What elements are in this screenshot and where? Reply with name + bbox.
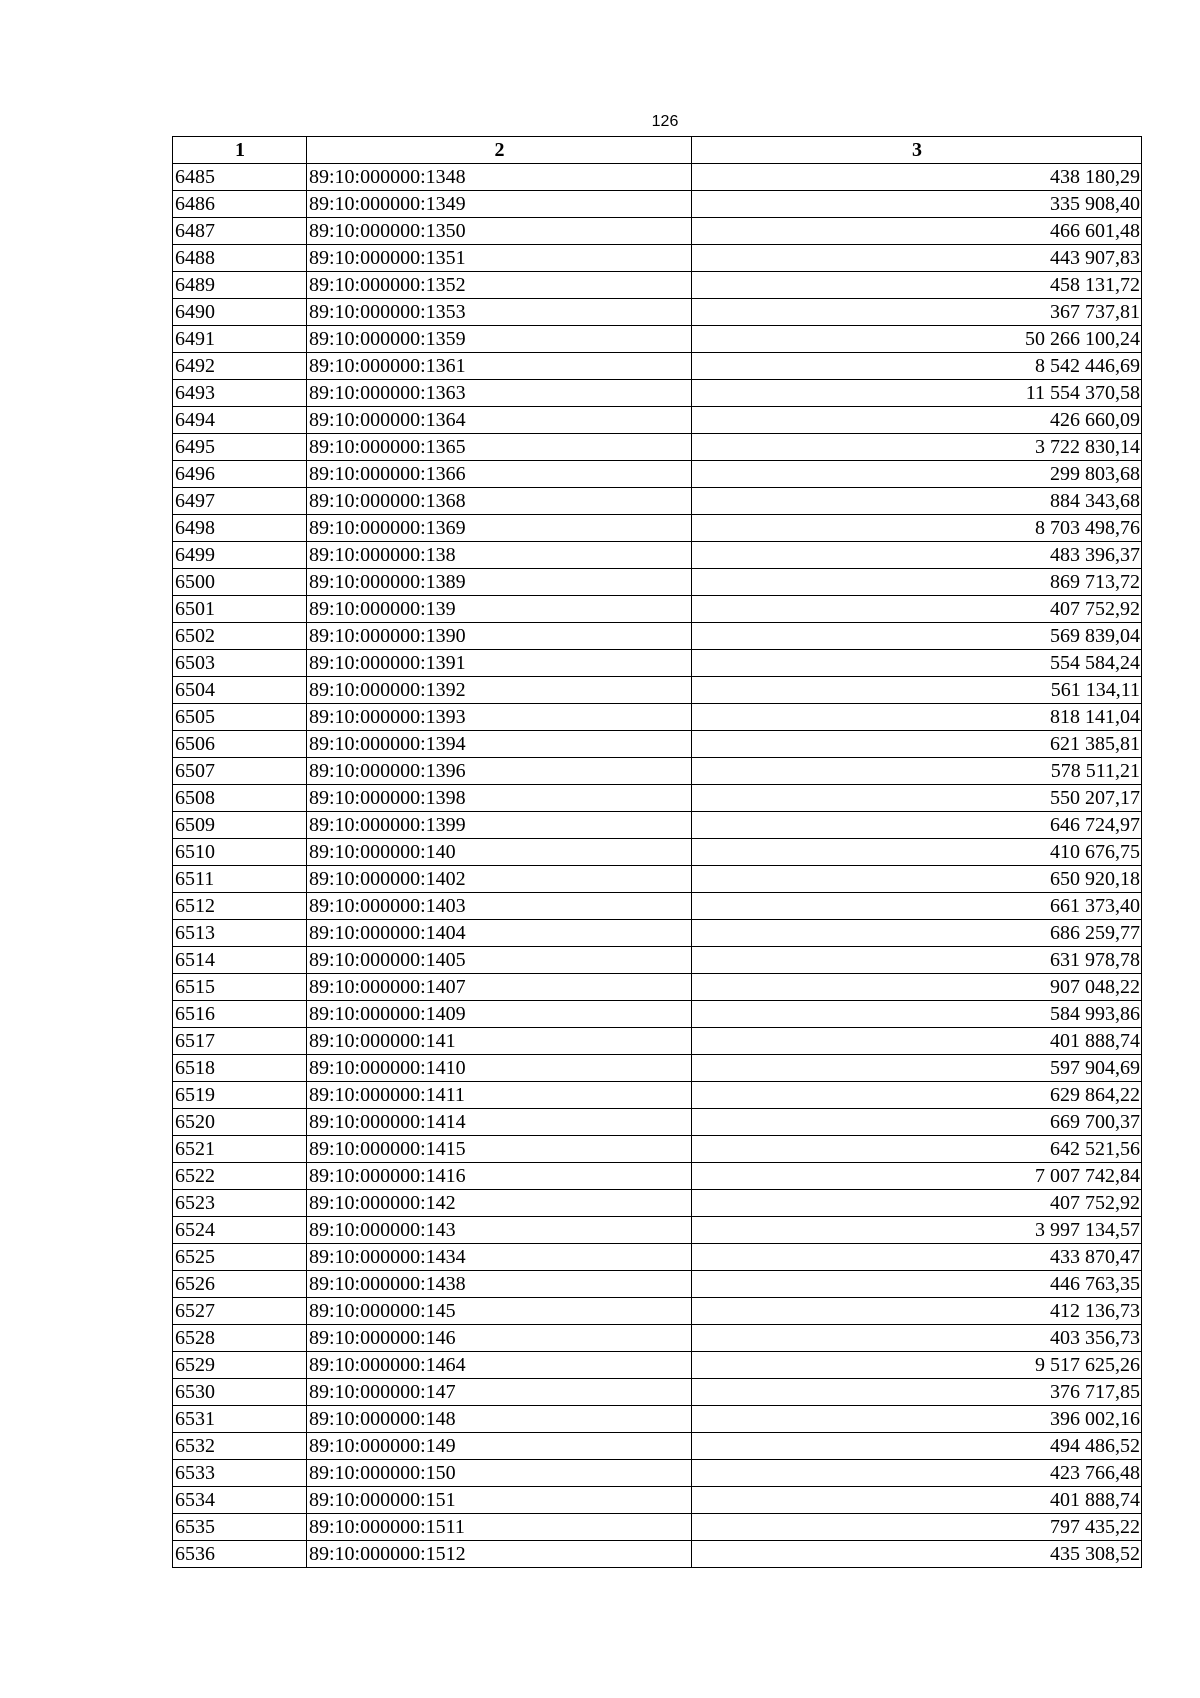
- table-row: [173, 1352, 1142, 1379]
- table-row: [173, 245, 1142, 272]
- table-row: [173, 1487, 1142, 1514]
- cadastral-value-cell: 686 259,77: [692, 920, 1142, 947]
- cadastral-value-cell: 550 207,17: [692, 785, 1142, 812]
- cadastral-number-cell: 89:10:000000:139: [307, 596, 692, 623]
- table-body: [173, 164, 1142, 1568]
- cadastral-value-cell: 631 978,78: [692, 947, 1142, 974]
- cadastral-value-cell: 629 864,22: [692, 1082, 1142, 1109]
- table-row: [173, 974, 1142, 1001]
- row-number-cell: 6489: [173, 272, 307, 299]
- cadastral-number-cell: 89:10:000000:1368: [307, 488, 692, 515]
- cadastral-number-cell: 89:10:000000:1404: [307, 920, 692, 947]
- table-row: [173, 893, 1142, 920]
- row-number-cell: 6518: [173, 1055, 307, 1082]
- cadastral-value-cell: 403 356,73: [692, 1325, 1142, 1352]
- row-number-cell: 6534: [173, 1487, 307, 1514]
- row-number-cell: 6488: [173, 245, 307, 272]
- row-number-cell: 6485: [173, 164, 307, 191]
- cadastral-number-cell: 89:10:000000:1399: [307, 812, 692, 839]
- table-row: [173, 1541, 1142, 1568]
- table-row: [173, 1244, 1142, 1271]
- cadastral-number-cell: 89:10:000000:1369: [307, 515, 692, 542]
- cadastral-value-cell: 569 839,04: [692, 623, 1142, 650]
- cadastral-number-cell: 89:10:000000:146: [307, 1325, 692, 1352]
- cadastral-number-cell: 89:10:000000:1512: [307, 1541, 692, 1568]
- cadastral-number-cell: 89:10:000000:1394: [307, 731, 692, 758]
- cadastral-number-cell: 89:10:000000:1398: [307, 785, 692, 812]
- cadastral-value-cell: 642 521,56: [692, 1136, 1142, 1163]
- row-number-cell: 6524: [173, 1217, 307, 1244]
- table-row: [173, 866, 1142, 893]
- table-row: [173, 1298, 1142, 1325]
- cadastral-number-cell: 89:10:000000:145: [307, 1298, 692, 1325]
- table-row: [173, 272, 1142, 299]
- cadastral-number-cell: 89:10:000000:147: [307, 1379, 692, 1406]
- cadastral-value-cell: 407 752,92: [692, 1190, 1142, 1217]
- cadastral-value-cell: 443 907,83: [692, 245, 1142, 272]
- cadastral-value-table: [172, 136, 1142, 1568]
- table-row: [173, 839, 1142, 866]
- cadastral-value-cell: 561 134,11: [692, 677, 1142, 704]
- cadastral-number-cell: 89:10:000000:1391: [307, 650, 692, 677]
- table-row: [173, 650, 1142, 677]
- cadastral-value-cell: 621 385,81: [692, 731, 1142, 758]
- cadastral-number-cell: 89:10:000000:1350: [307, 218, 692, 245]
- table-row: [173, 542, 1142, 569]
- cadastral-number-cell: 89:10:000000:140: [307, 839, 692, 866]
- cadastral-number-cell: 89:10:000000:1415: [307, 1136, 692, 1163]
- cadastral-value-cell: 376 717,85: [692, 1379, 1142, 1406]
- cadastral-value-cell: 584 993,86: [692, 1001, 1142, 1028]
- cadastral-value-cell: 50 266 100,24: [692, 326, 1142, 353]
- cadastral-value-cell: 458 131,72: [692, 272, 1142, 299]
- table-row: [173, 1055, 1142, 1082]
- table-row: [173, 434, 1142, 461]
- table-row: [173, 407, 1142, 434]
- table-row: [173, 1109, 1142, 1136]
- cadastral-value-cell: 401 888,74: [692, 1487, 1142, 1514]
- table-row: [173, 758, 1142, 785]
- cadastral-value-cell: 396 002,16: [692, 1406, 1142, 1433]
- row-number-cell: 6527: [173, 1298, 307, 1325]
- cadastral-value-cell: 466 601,48: [692, 218, 1142, 245]
- cadastral-number-cell: 89:10:000000:1411: [307, 1082, 692, 1109]
- cadastral-value-cell: 407 752,92: [692, 596, 1142, 623]
- cadastral-value-cell: 650 920,18: [692, 866, 1142, 893]
- cadastral-number-cell: 89:10:000000:1349: [307, 191, 692, 218]
- cadastral-value-cell: 661 373,40: [692, 893, 1142, 920]
- table-row: [173, 677, 1142, 704]
- cadastral-number-cell: 89:10:000000:1407: [307, 974, 692, 1001]
- cadastral-value-cell: 433 870,47: [692, 1244, 1142, 1271]
- table-row: [173, 1082, 1142, 1109]
- row-number-cell: 6510: [173, 839, 307, 866]
- table-row: [173, 1028, 1142, 1055]
- table-row: [173, 1136, 1142, 1163]
- cadastral-value-cell: 597 904,69: [692, 1055, 1142, 1082]
- row-number-cell: 6532: [173, 1433, 307, 1460]
- cadastral-number-cell: 89:10:000000:1365: [307, 434, 692, 461]
- row-number-cell: 6515: [173, 974, 307, 1001]
- row-number-cell: 6504: [173, 677, 307, 704]
- row-number-cell: 6498: [173, 515, 307, 542]
- cadastral-value-cell: 11 554 370,58: [692, 380, 1142, 407]
- table-row: [173, 299, 1142, 326]
- cadastral-number-cell: 89:10:000000:151: [307, 1487, 692, 1514]
- row-number-cell: 6519: [173, 1082, 307, 1109]
- cadastral-number-cell: 89:10:000000:1434: [307, 1244, 692, 1271]
- cadastral-value-cell: 435 308,52: [692, 1541, 1142, 1568]
- cadastral-value-cell: 884 343,68: [692, 488, 1142, 515]
- table-row: [173, 812, 1142, 839]
- table-row: [173, 704, 1142, 731]
- row-number-cell: 6495: [173, 434, 307, 461]
- row-number-cell: 6513: [173, 920, 307, 947]
- table-row: [173, 1163, 1142, 1190]
- row-number-cell: 6528: [173, 1325, 307, 1352]
- cadastral-value-cell: 423 766,48: [692, 1460, 1142, 1487]
- cadastral-value-cell: 446 763,35: [692, 1271, 1142, 1298]
- cadastral-number-cell: 89:10:000000:1464: [307, 1352, 692, 1379]
- cadastral-value-cell: 907 048,22: [692, 974, 1142, 1001]
- cadastral-number-cell: 89:10:000000:1393: [307, 704, 692, 731]
- row-number-cell: 6531: [173, 1406, 307, 1433]
- table-row: [173, 1406, 1142, 1433]
- table-header-row: [173, 137, 1142, 164]
- row-number-cell: 6494: [173, 407, 307, 434]
- column-header-3: 3: [692, 137, 1142, 164]
- cadastral-number-cell: 89:10:000000:1390: [307, 623, 692, 650]
- cadastral-value-cell: 578 511,21: [692, 758, 1142, 785]
- cadastral-number-cell: 89:10:000000:1359: [307, 326, 692, 353]
- cadastral-number-cell: 89:10:000000:1416: [307, 1163, 692, 1190]
- cadastral-value-cell: 818 141,04: [692, 704, 1142, 731]
- row-number-cell: 6517: [173, 1028, 307, 1055]
- row-number-cell: 6523: [173, 1190, 307, 1217]
- cadastral-number-cell: 89:10:000000:1364: [307, 407, 692, 434]
- row-number-cell: 6507: [173, 758, 307, 785]
- cadastral-value-cell: 299 803,68: [692, 461, 1142, 488]
- row-number-cell: 6503: [173, 650, 307, 677]
- row-number-cell: 6506: [173, 731, 307, 758]
- row-number-cell: 6497: [173, 488, 307, 515]
- row-number-cell: 6492: [173, 353, 307, 380]
- row-number-cell: 6509: [173, 812, 307, 839]
- row-number-cell: 6499: [173, 542, 307, 569]
- row-number-cell: 6505: [173, 704, 307, 731]
- cadastral-number-cell: 89:10:000000:1361: [307, 353, 692, 380]
- cadastral-number-cell: 89:10:000000:1389: [307, 569, 692, 596]
- column-header-2: 2: [307, 137, 692, 164]
- cadastral-number-cell: 89:10:000000:1363: [307, 380, 692, 407]
- table-row: [173, 353, 1142, 380]
- table-row: [173, 326, 1142, 353]
- cadastral-number-cell: 89:10:000000:1410: [307, 1055, 692, 1082]
- row-number-cell: 6514: [173, 947, 307, 974]
- table-row: [173, 1271, 1142, 1298]
- cadastral-number-cell: 89:10:000000:142: [307, 1190, 692, 1217]
- cadastral-value-cell: 669 700,37: [692, 1109, 1142, 1136]
- table-row: [173, 1433, 1142, 1460]
- row-number-cell: 6530: [173, 1379, 307, 1406]
- table-row: [173, 785, 1142, 812]
- cadastral-value-cell: 410 676,75: [692, 839, 1142, 866]
- cadastral-value-cell: 367 737,81: [692, 299, 1142, 326]
- row-number-cell: 6491: [173, 326, 307, 353]
- row-number-cell: 6500: [173, 569, 307, 596]
- cadastral-value-cell: 412 136,73: [692, 1298, 1142, 1325]
- cadastral-value-cell: 401 888,74: [692, 1028, 1142, 1055]
- row-number-cell: 6516: [173, 1001, 307, 1028]
- table-row: [173, 1460, 1142, 1487]
- cadastral-number-cell: 89:10:000000:1353: [307, 299, 692, 326]
- cadastral-number-cell: 89:10:000000:1348: [307, 164, 692, 191]
- cadastral-number-cell: 89:10:000000:1403: [307, 893, 692, 920]
- cadastral-value-cell: 7 007 742,84: [692, 1163, 1142, 1190]
- table-row: [173, 515, 1142, 542]
- cadastral-value-cell: 8 542 446,69: [692, 353, 1142, 380]
- cadastral-number-cell: 89:10:000000:138: [307, 542, 692, 569]
- page-number: 126: [651, 113, 679, 130]
- table-row: [173, 569, 1142, 596]
- cadastral-number-cell: 89:10:000000:148: [307, 1406, 692, 1433]
- row-number-cell: 6493: [173, 380, 307, 407]
- row-number-cell: 6490: [173, 299, 307, 326]
- table-row: [173, 461, 1142, 488]
- cadastral-number-cell: 89:10:000000:1392: [307, 677, 692, 704]
- cadastral-value-cell: 869 713,72: [692, 569, 1142, 596]
- cadastral-value-cell: 3 722 830,14: [692, 434, 1142, 461]
- table-row: [173, 623, 1142, 650]
- cadastral-value-cell: 438 180,29: [692, 164, 1142, 191]
- row-number-cell: 6520: [173, 1109, 307, 1136]
- cadastral-value-cell: 9 517 625,26: [692, 1352, 1142, 1379]
- table-row: [173, 1325, 1142, 1352]
- cadastral-value-cell: 8 703 498,76: [692, 515, 1142, 542]
- cadastral-number-cell: 89:10:000000:1352: [307, 272, 692, 299]
- cadastral-number-cell: 89:10:000000:143: [307, 1217, 692, 1244]
- table-row: [173, 1190, 1142, 1217]
- cadastral-number-cell: 89:10:000000:1409: [307, 1001, 692, 1028]
- column-header-1: 1: [173, 137, 307, 164]
- cadastral-number-cell: 89:10:000000:141: [307, 1028, 692, 1055]
- cadastral-value-cell: 646 724,97: [692, 812, 1142, 839]
- cadastral-value-cell: 797 435,22: [692, 1514, 1142, 1541]
- table-row: [173, 1379, 1142, 1406]
- table-row: [173, 731, 1142, 758]
- table-row: [173, 380, 1142, 407]
- cadastral-value-cell: 426 660,09: [692, 407, 1142, 434]
- cadastral-value-cell: 3 997 134,57: [692, 1217, 1142, 1244]
- cadastral-value-cell: 483 396,37: [692, 542, 1142, 569]
- cadastral-number-cell: 89:10:000000:1511: [307, 1514, 692, 1541]
- table-row: [173, 947, 1142, 974]
- table-row: [173, 1217, 1142, 1244]
- row-number-cell: 6526: [173, 1271, 307, 1298]
- row-number-cell: 6508: [173, 785, 307, 812]
- row-number-cell: 6502: [173, 623, 307, 650]
- row-number-cell: 6512: [173, 893, 307, 920]
- cadastral-number-cell: 89:10:000000:1438: [307, 1271, 692, 1298]
- row-number-cell: 6501: [173, 596, 307, 623]
- table-row: [173, 191, 1142, 218]
- table-row: [173, 596, 1142, 623]
- table-row: [173, 1514, 1142, 1541]
- cadastral-value-cell: 494 486,52: [692, 1433, 1142, 1460]
- table-row: [173, 1001, 1142, 1028]
- table-row: [173, 164, 1142, 191]
- row-number-cell: 6522: [173, 1163, 307, 1190]
- row-number-cell: 6487: [173, 218, 307, 245]
- row-number-cell: 6496: [173, 461, 307, 488]
- table-row: [173, 920, 1142, 947]
- cadastral-value-cell: 335 908,40: [692, 191, 1142, 218]
- row-number-cell: 6536: [173, 1541, 307, 1568]
- row-number-cell: 6486: [173, 191, 307, 218]
- cadastral-number-cell: 89:10:000000:1402: [307, 866, 692, 893]
- cadastral-number-cell: 89:10:000000:150: [307, 1460, 692, 1487]
- table-row: [173, 218, 1142, 245]
- table-row: [173, 488, 1142, 515]
- cadastral-number-cell: 89:10:000000:1414: [307, 1109, 692, 1136]
- row-number-cell: 6511: [173, 866, 307, 893]
- row-number-cell: 6533: [173, 1460, 307, 1487]
- row-number-cell: 6535: [173, 1514, 307, 1541]
- cadastral-number-cell: 89:10:000000:1396: [307, 758, 692, 785]
- cadastral-number-cell: 89:10:000000:1351: [307, 245, 692, 272]
- cadastral-number-cell: 89:10:000000:1366: [307, 461, 692, 488]
- row-number-cell: 6525: [173, 1244, 307, 1271]
- row-number-cell: 6521: [173, 1136, 307, 1163]
- row-number-cell: 6529: [173, 1352, 307, 1379]
- cadastral-value-cell: 554 584,24: [692, 650, 1142, 677]
- cadastral-number-cell: 89:10:000000:1405: [307, 947, 692, 974]
- cadastral-number-cell: 89:10:000000:149: [307, 1433, 692, 1460]
